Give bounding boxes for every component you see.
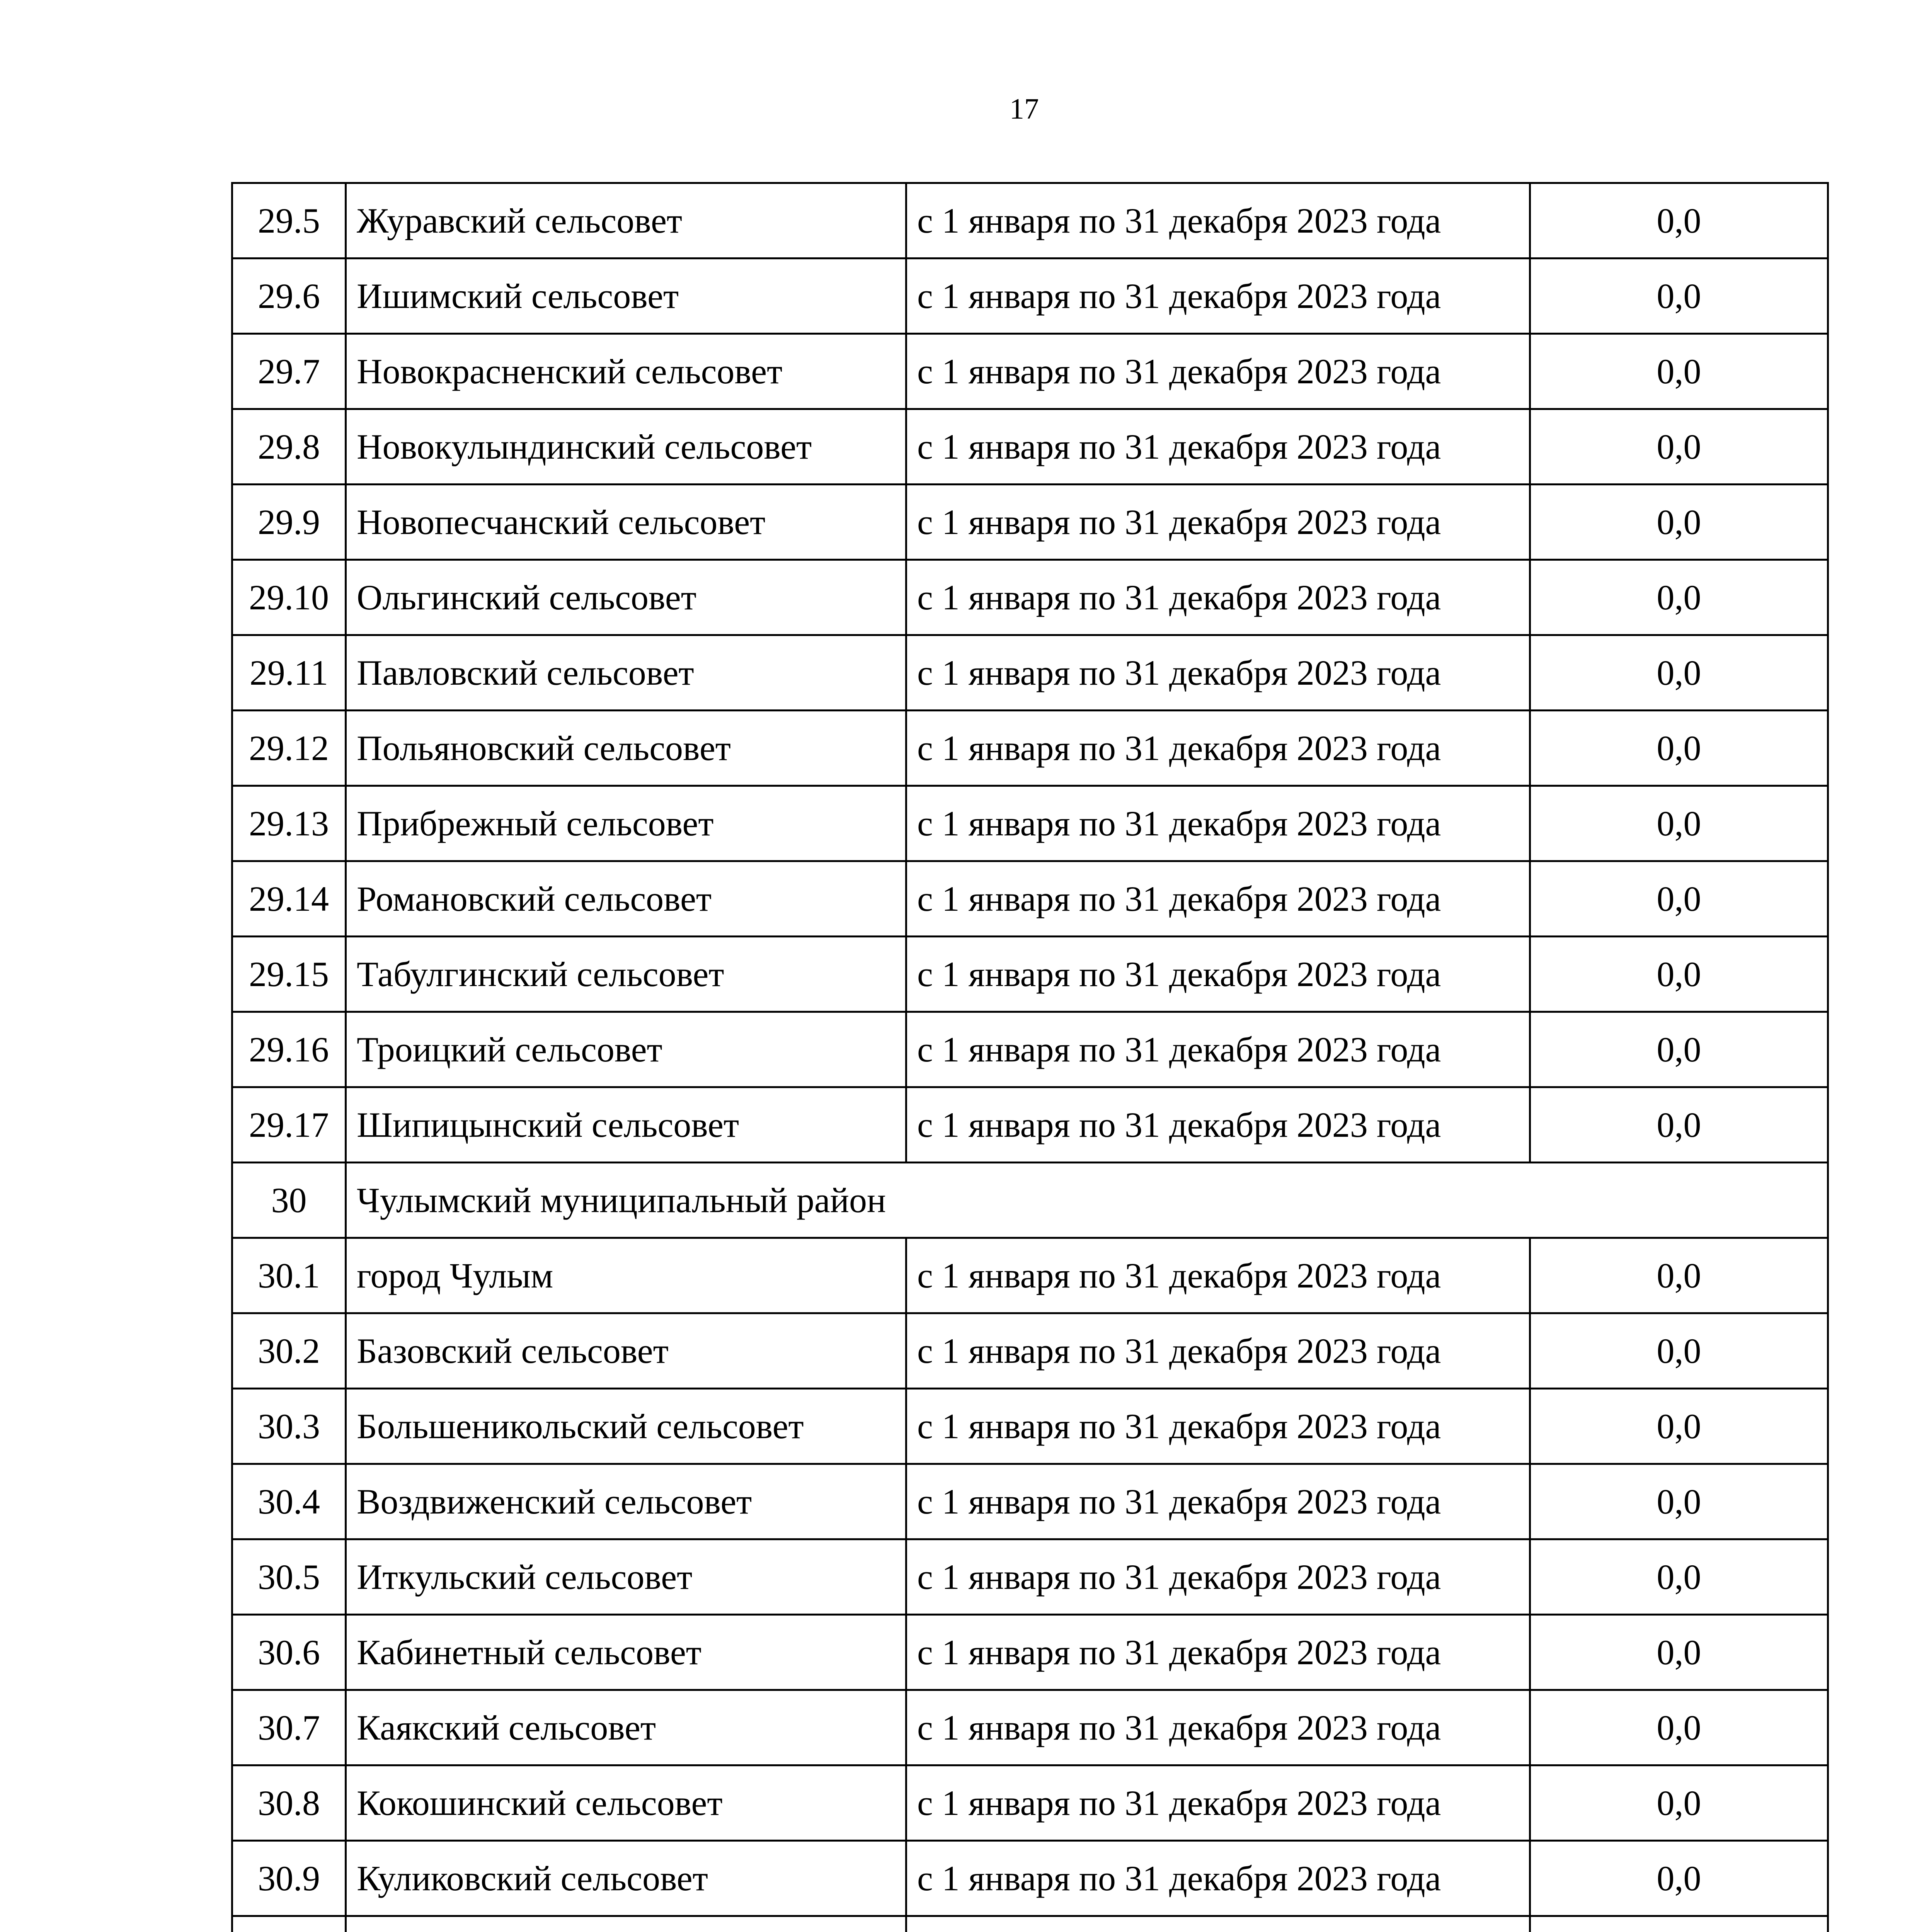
table-row	[232, 485, 1828, 560]
table-row	[232, 334, 1828, 409]
municipality-name: Кокошинский сельсовет	[346, 1765, 906, 1841]
value-cell: 0,0	[1530, 1389, 1828, 1464]
table-row	[232, 1389, 1828, 1464]
table-row	[232, 1916, 1828, 1932]
row-number: 29.16	[232, 1012, 346, 1087]
value-cell: 0,0	[1530, 1539, 1828, 1615]
table-row	[232, 409, 1828, 485]
period-cell: с 1 января по 31 декабря 2023 года	[906, 937, 1530, 1012]
row-number: 29.10	[232, 560, 346, 635]
table-row	[232, 1238, 1828, 1313]
municipality-name: Ишимский сельсовет	[346, 259, 906, 334]
municipality-name: город Чулым	[346, 1238, 906, 1313]
row-number: 30.1	[232, 1238, 346, 1313]
period-cell: с 1 января по 31 декабря 2023 года	[906, 1539, 1530, 1615]
period-cell: с 1 января по 31 декабря 2023 года	[906, 1087, 1530, 1163]
value-cell: 0,0	[1530, 1690, 1828, 1765]
value-cell	[1530, 1916, 1828, 1932]
municipality-name: Польяновский сельсовет	[346, 711, 906, 786]
period-cell: с 1 января по 31 декабря 2023 года	[906, 711, 1530, 786]
table-row	[232, 711, 1828, 786]
table-row	[232, 861, 1828, 937]
municipality-name: Новопесчанский сельсовет	[346, 485, 906, 560]
municipality-name: Кабинетный сельсовет	[346, 1615, 906, 1690]
page-number: 17	[1010, 93, 1039, 125]
table-row	[232, 786, 1828, 861]
table-row	[232, 183, 1828, 259]
period-cell: с 1 января по 31 декабря 2023 года	[906, 485, 1530, 560]
municipality-name: Базовский сельсовет	[346, 1313, 906, 1389]
row-number: 30.7	[232, 1690, 346, 1765]
value-cell: 0,0	[1530, 861, 1828, 937]
value-cell: 0,0	[1530, 1765, 1828, 1841]
row-number: 29.14	[232, 861, 346, 937]
value-cell: 0,0	[1530, 1238, 1828, 1313]
section-row	[232, 1163, 1828, 1238]
period-cell: с 1 января по 31 декабря 2023 года	[906, 1841, 1530, 1916]
period-cell: с 1 января по 31 декабря 2023 года	[906, 334, 1530, 409]
row-number: 30.3	[232, 1389, 346, 1464]
municipality-name: Каякский сельсовет	[346, 1690, 906, 1765]
row-number: 30.2	[232, 1313, 346, 1389]
table-row	[232, 1464, 1828, 1539]
row-number: 29.17	[232, 1087, 346, 1163]
period-cell: с 1 января по 31 декабря 2023 года	[906, 1238, 1530, 1313]
value-cell: 0,0	[1530, 259, 1828, 334]
municipality-name: Иткульский сельсовет	[346, 1539, 906, 1615]
municipality-name: Троицкий сельсовет	[346, 1012, 906, 1087]
period-cell: с 1 января по 31 декабря 2023 года	[906, 1765, 1530, 1841]
table-row	[232, 560, 1828, 635]
period-cell: с 1 января по 31 декабря 2023 года	[906, 1615, 1530, 1690]
period-cell: с 1 января по 31 декабря 2023 года	[906, 259, 1530, 334]
municipality-name: Романовский сельсовет	[346, 861, 906, 937]
table-row	[232, 1087, 1828, 1163]
period-cell: с 1 января по 31 декабря 2023 года	[906, 635, 1530, 711]
municipality-name: Павловский сельсовет	[346, 635, 906, 711]
row-number: 29.9	[232, 485, 346, 560]
data-table	[231, 182, 1829, 1932]
value-cell: 0,0	[1530, 1313, 1828, 1389]
row-number: 30.5	[232, 1539, 346, 1615]
value-cell: 0,0	[1530, 1615, 1828, 1690]
value-cell: 0,0	[1530, 711, 1828, 786]
value-cell: 0,0	[1530, 1841, 1828, 1916]
table-row	[232, 1765, 1828, 1841]
row-number: 29.5	[232, 183, 346, 259]
municipality-name: Ольгинский сельсовет	[346, 560, 906, 635]
row-number: 29.12	[232, 711, 346, 786]
period-cell	[906, 1916, 1530, 1932]
row-number: 29.13	[232, 786, 346, 861]
value-cell: 0,0	[1530, 1012, 1828, 1087]
period-cell: с 1 января по 31 декабря 2023 года	[906, 560, 1530, 635]
table-row	[232, 1841, 1828, 1916]
period-cell: с 1 января по 31 декабря 2023 года	[906, 1690, 1530, 1765]
period-cell: с 1 января по 31 декабря 2023 года	[906, 1389, 1530, 1464]
row-number: 29.11	[232, 635, 346, 711]
municipality-name: Новокрасненский сельсовет	[346, 334, 906, 409]
value-cell: 0,0	[1530, 635, 1828, 711]
row-number: 30.8	[232, 1765, 346, 1841]
table-row	[232, 937, 1828, 1012]
table-row	[232, 259, 1828, 334]
table-body	[232, 183, 1828, 1932]
period-cell: с 1 января по 31 декабря 2023 года	[906, 1012, 1530, 1087]
value-cell: 0,0	[1530, 937, 1828, 1012]
municipality-name	[346, 1916, 906, 1932]
row-number: 30	[232, 1163, 346, 1238]
value-cell: 0,0	[1530, 560, 1828, 635]
row-number: 30.9	[232, 1841, 346, 1916]
section-title: Чулымский муниципальный район	[346, 1163, 1828, 1238]
value-cell: 0,0	[1530, 1087, 1828, 1163]
period-cell: с 1 января по 31 декабря 2023 года	[906, 1313, 1530, 1389]
table-row	[232, 1539, 1828, 1615]
table-row	[232, 1615, 1828, 1690]
table-row	[232, 1313, 1828, 1389]
row-number: 29.8	[232, 409, 346, 485]
municipality-name: Воздвиженский сельсовет	[346, 1464, 906, 1539]
value-cell: 0,0	[1530, 409, 1828, 485]
row-number: 30.4	[232, 1464, 346, 1539]
municipality-name: Прибрежный сельсовет	[346, 786, 906, 861]
municipality-name: Шипицынский сельсовет	[346, 1087, 906, 1163]
value-cell: 0,0	[1530, 334, 1828, 409]
period-cell: с 1 января по 31 декабря 2023 года	[906, 409, 1530, 485]
value-cell: 0,0	[1530, 183, 1828, 259]
table-row	[232, 1012, 1828, 1087]
municipality-name: Журавский сельсовет	[346, 183, 906, 259]
period-cell: с 1 января по 31 декабря 2023 года	[906, 786, 1530, 861]
municipality-name: Табулгинский сельсовет	[346, 937, 906, 1012]
period-cell: с 1 января по 31 декабря 2023 года	[906, 861, 1530, 937]
municipality-name: Новокулындинский сельсовет	[346, 409, 906, 485]
table-row	[232, 1690, 1828, 1765]
period-cell: с 1 января по 31 декабря 2023 года	[906, 183, 1530, 259]
row-number	[232, 1916, 346, 1932]
municipality-name: Большеникольский сельсовет	[346, 1389, 906, 1464]
value-cell: 0,0	[1530, 1464, 1828, 1539]
row-number: 29.7	[232, 334, 346, 409]
row-number: 29.6	[232, 259, 346, 334]
row-number: 30.6	[232, 1615, 346, 1690]
value-cell: 0,0	[1530, 485, 1828, 560]
row-number: 29.15	[232, 937, 346, 1012]
period-cell: с 1 января по 31 декабря 2023 года	[906, 1464, 1530, 1539]
value-cell: 0,0	[1530, 786, 1828, 861]
municipality-name: Куликовский сельсовет	[346, 1841, 906, 1916]
table-row	[232, 635, 1828, 711]
